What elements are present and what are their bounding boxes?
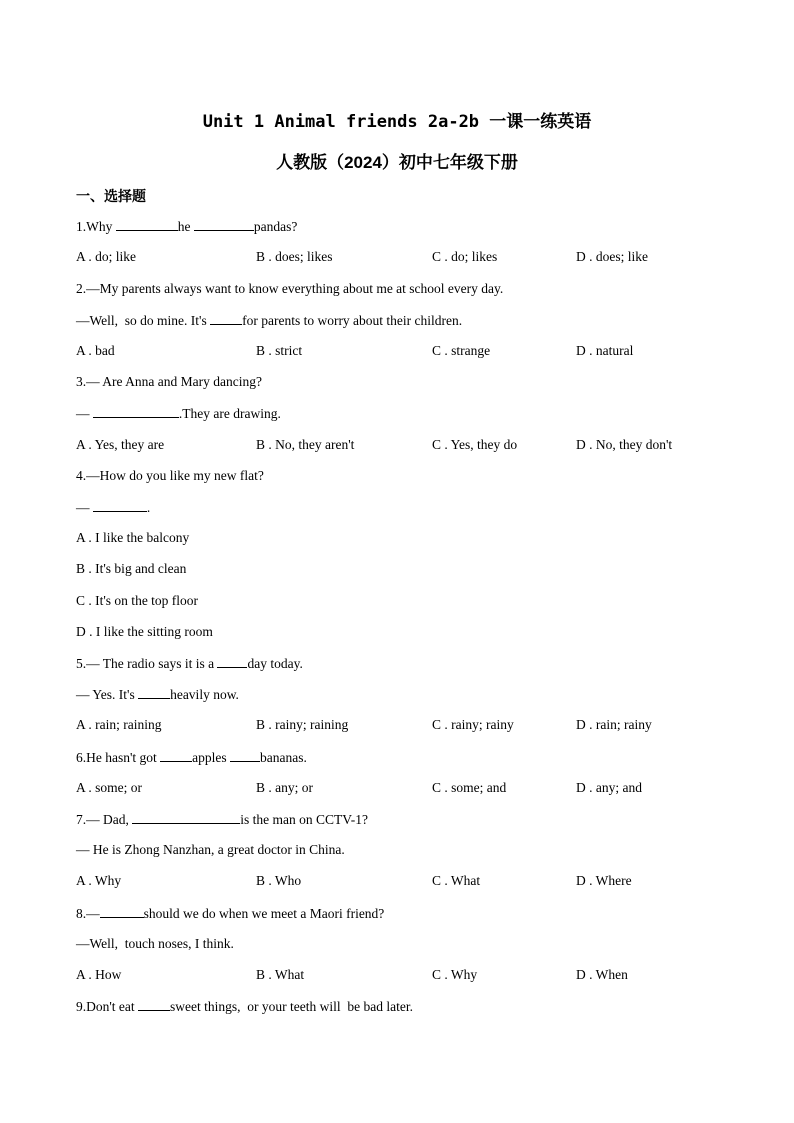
question-5-stem-line2: — Yes. It's heavily now.	[76, 687, 239, 702]
option-c[interactable]: C . Why	[432, 967, 478, 982]
answer-blank[interactable]	[132, 811, 240, 824]
option-b[interactable]: B . does; likes	[256, 249, 333, 264]
question-4-stem: 4.—How do you like my new flat?	[76, 468, 264, 483]
option-b[interactable]: B . What	[256, 967, 305, 982]
question-5-stem: 5.— The radio says it is a day today.	[76, 656, 303, 671]
option-d[interactable]: D . When	[576, 967, 628, 982]
question-8-stem: 8.— should we do when we meet a Maori friend?	[76, 906, 385, 921]
option-c[interactable]: C . do; likes	[432, 249, 498, 264]
question-3-stem-line2: — .They are drawing.	[76, 406, 281, 421]
option-a[interactable]: A . I like the balcony	[76, 530, 190, 545]
document-title: Unit 1 Animal friends 2a-2b 一课一练英语	[202, 112, 592, 132]
option-d[interactable]: D . any; and	[576, 780, 642, 795]
answer-blank[interactable]	[230, 749, 260, 762]
question-3-stem: 3.— Are Anna and Mary dancing?	[76, 374, 262, 389]
answer-blank[interactable]	[100, 905, 144, 918]
option-b[interactable]: B . Who	[256, 873, 302, 888]
section-heading: 一、选择题	[76, 189, 146, 205]
answer-blank[interactable]	[138, 686, 170, 699]
option-c[interactable]: C . Yes, they do	[432, 437, 518, 452]
answer-blank[interactable]	[116, 218, 178, 231]
answer-blank[interactable]	[160, 749, 192, 762]
option-c[interactable]: C . strange	[432, 343, 491, 358]
option-c[interactable]: C . What	[432, 873, 481, 888]
answer-blank[interactable]	[93, 499, 147, 512]
question-6-stem: 6.He hasn't got apples bananas.	[76, 750, 307, 765]
question-1-stem: 1.Why he pandas?	[76, 219, 298, 234]
option-d[interactable]: D . No, they don't	[576, 437, 673, 452]
option-a[interactable]: A . Yes, they are	[76, 437, 165, 452]
option-d[interactable]: D . does; like	[576, 249, 648, 264]
option-a[interactable]: A . rain; raining	[76, 717, 162, 732]
option-d[interactable]: D . Where	[576, 873, 632, 888]
option-a[interactable]: A . some; or	[76, 780, 142, 795]
question-7-stem: 7.— Dad, is the man on CCTV-1?	[76, 812, 368, 827]
option-b[interactable]: B . any; or	[256, 780, 313, 795]
answer-blank[interactable]	[194, 218, 254, 231]
option-b[interactable]: B . No, they aren't	[256, 437, 355, 452]
document-subtitle: 人教版（2024）初中七年级下册	[276, 153, 518, 172]
question-8-stem-line2: —Well, touch noses, I think.	[76, 936, 234, 951]
option-a[interactable]: A . do; like	[76, 249, 136, 264]
option-d[interactable]: D . I like the sitting room	[76, 624, 213, 639]
answer-blank[interactable]	[217, 655, 247, 668]
question-4-stem-line2: — .	[76, 500, 151, 515]
option-a[interactable]: A . Why	[76, 873, 122, 888]
option-a[interactable]: A . How	[76, 967, 122, 982]
question-2-stem-line2: —Well, so do mine. It's for parents to worry about their children.	[76, 313, 463, 328]
option-d[interactable]: D . rain; rainy	[576, 717, 652, 732]
answer-blank[interactable]	[93, 405, 179, 418]
option-b[interactable]: B . strict	[256, 343, 303, 358]
option-a[interactable]: A . bad	[76, 343, 115, 358]
option-c[interactable]: C . It's on the top floor	[76, 593, 199, 608]
question-2-stem: 2.—My parents always want to know everything about me at school every day.	[76, 281, 504, 296]
answer-blank[interactable]	[138, 998, 170, 1011]
option-b[interactable]: B . It's big and clean	[76, 561, 187, 576]
option-c[interactable]: C . rainy; rainy	[432, 717, 514, 732]
option-c[interactable]: C . some; and	[432, 780, 507, 795]
option-d[interactable]: D . natural	[576, 343, 634, 358]
question-9-stem: 9.Don't eat sweet things, or your teeth will be bad later.	[76, 999, 413, 1014]
question-7-stem-line2: — He is Zhong Nanzhan, a great doctor in China.	[76, 842, 345, 857]
option-b[interactable]: B . rainy; raining	[256, 717, 349, 732]
answer-blank[interactable]	[210, 312, 242, 325]
